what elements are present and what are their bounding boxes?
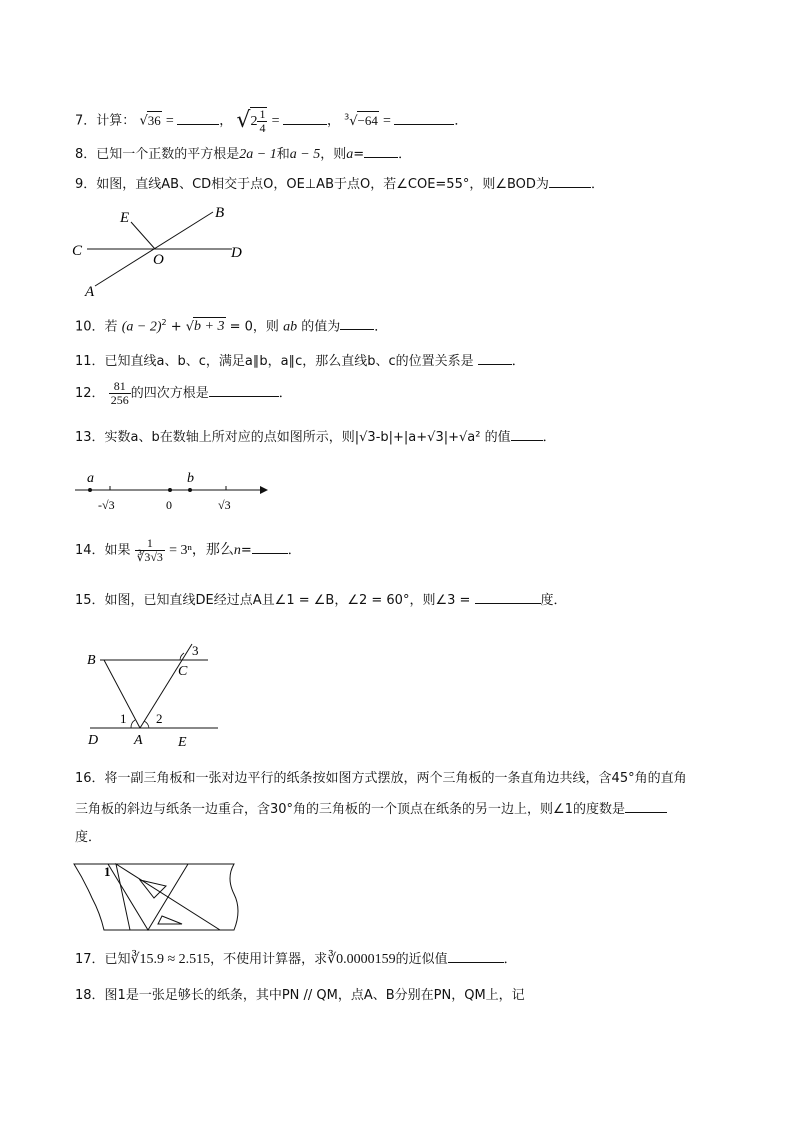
triangle-45-inner [140,880,166,898]
label-3: 3 [192,643,199,658]
question-16-line-3: 度． [75,830,102,845]
question-16-line-1: 16．将一副三角板和一张对边平行的纸条按如图方式摆放，两个三角板的一条直角边共线，含45°角的直角 [75,771,687,786]
axis-arrow [260,486,268,494]
label-e: E [178,735,187,750]
question-13: 13．实数a、b在数轴上所对应的点如图所示，则|√3-b|+|a+√3|+√a² 的值 ． [75,430,556,445]
label-b: B [87,653,96,668]
figure-intersecting-lines [65,200,265,300]
figure-number-line [70,465,275,517]
label-neg-sqrt3: -√3 [98,498,115,512]
answer-blank-12[interactable] [209,384,279,397]
answer-blank-16[interactable] [625,800,667,813]
question-8: 8．已知一个正数的平方根是2a − 1和a − 5，则a= ． [75,147,412,162]
label-b: b [187,471,194,486]
question-14: 14．如果 $\frac{1}{∛3√3}$ = 3ⁿ，那么n= ． [75,536,301,564]
sqrt-36: 36 [147,112,161,128]
point-a [88,488,92,492]
answer-blank-9[interactable] [549,175,591,188]
figure-set-squares-on-strip [70,858,250,938]
label-o: O [153,252,164,268]
answer-blank-14[interactable] [252,541,288,554]
fraction-1-over-cbrt: $\frac{1}{∛3√3}$ [136,536,163,564]
angle-3-arc [180,653,184,660]
question-11: 11．已知直线a、b、c，满足a∥b，a∥c，那么直线b、c的位置关系是 ． [75,354,525,369]
answer-blank-15[interactable] [475,591,541,604]
label-d: D [231,245,242,261]
label-c: C [178,664,188,679]
answer-blank-17[interactable] [448,950,504,963]
ray-oe [131,222,155,249]
segment-ac-extended [140,644,192,728]
triangle-30-inner [158,916,182,924]
question-10: 10．若 $(a - 2)^2 + √b + 3 = 0$，则 ab 的值为 ． [75,318,388,335]
label-1: 1 [120,711,127,726]
figure-parallel-lines-triangle [80,640,220,750]
answer-blank-7c[interactable] [394,112,454,125]
question-15: 15．如图，已知直线DE经过点A且∠1 = ∠B，∠2 = 60°，则∠3 = 度． [75,593,567,608]
label-pos-sqrt3: √3 [218,498,231,512]
question-12: 12． $\frac{81}{256}$ 的四次方根是 ． [75,379,292,407]
label-e: E [120,210,130,226]
answer-blank-11[interactable] [478,352,512,365]
angle-1-arc [131,720,135,728]
label-d: D [88,733,99,748]
triangle-30-deg [116,864,220,930]
answer-blank-8[interactable] [364,145,398,158]
label-c: C [72,243,83,259]
answer-blank-10[interactable] [340,317,374,330]
label-a: A [134,733,143,748]
label-zero: 0 [166,498,172,512]
question-9: 9．如图，直线AB、CD相交于点O，OE⊥AB于点O，若∠COE=55°，则∠BOD为 ． [75,177,604,192]
fraction-1-4: $\frac{1}{4}$ [259,107,266,135]
question-17: 17．已知∛15.9 ≈ 2.515，不使用计算器，求∛0.0000159的近似值 ． [75,952,517,967]
question-18: 18．图1是一张足够长的纸条，其中PN // QM，点A、B分别在PN，QM上，记 [75,988,525,1003]
label-angle-1: 1 [104,864,111,879]
question-7: 7．计算： √36 = ， √2 $\frac{1}{4}$ = ， $^3$√−64 = ． [75,107,468,135]
answer-blank-7b[interactable] [283,112,327,125]
label-2: 2 [156,711,163,726]
answer-blank-7a[interactable] [177,112,219,125]
answer-blank-13[interactable] [511,428,543,441]
cbrt-neg64: −64 [357,112,378,128]
label-b: B [215,205,225,221]
angle-2-arc [144,721,149,728]
point-origin [168,488,172,492]
label-a: a [87,471,94,486]
point-b [188,488,192,492]
fraction-81-256: $\frac{81}{256}$ [110,379,129,407]
paper-strip [74,864,238,930]
triangle-45-deg [108,864,188,930]
question-16-line-2: 三角板的斜边与纸条一边重合，含30°角的三角板的一个顶点在纸条的另一边上，则∠1的度数是 [75,800,667,819]
label-a: A [85,284,95,300]
